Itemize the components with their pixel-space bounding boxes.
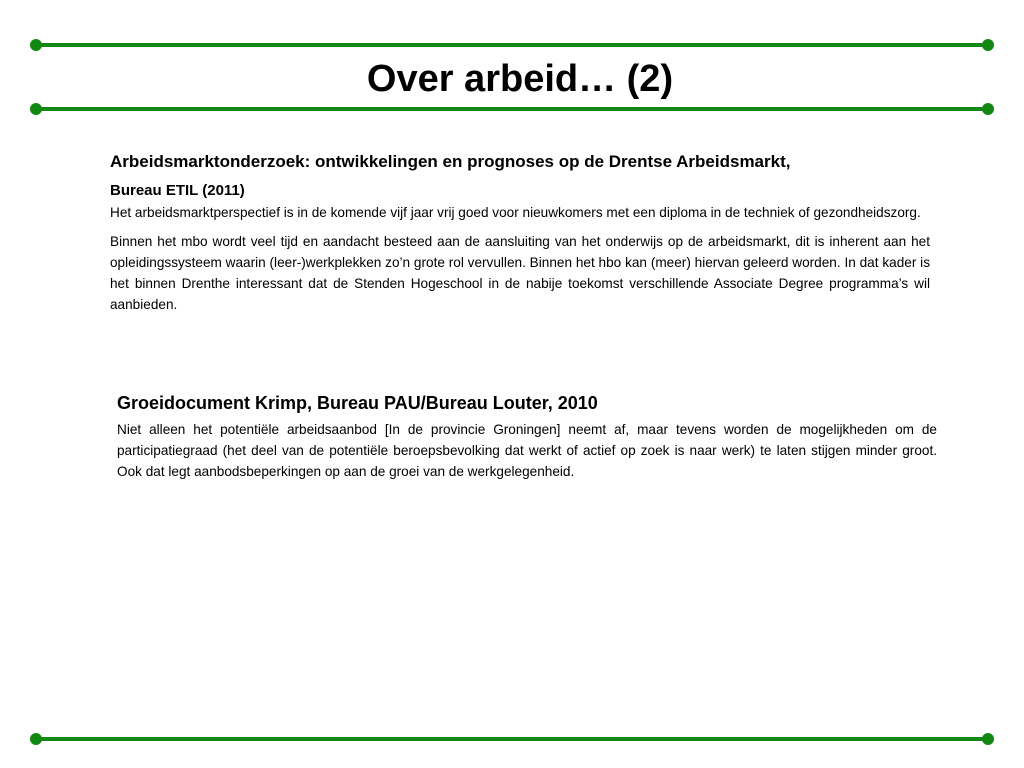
etil-heading: Arbeidsmarktonderzoek: ontwikkelingen en prognoses op de Drentse Arbeidsmarkt, — [110, 152, 791, 171]
etil-paragraph-1: Het arbeidsmarktperspectief is in de komende vijf jaar vrij goed voor nieuwkomers met een diploma in de techniek of gezondheidszorg. — [110, 205, 921, 220]
etil-subheading: Bureau ETIL (2011) — [110, 182, 245, 199]
etil-paragraph-2: Binnen het mbo wordt veel tijd en aandacht besteed aan de aansluiting van het onderwijs op de arbeidsmarkt, dit is inherent aan het opleidingssysteem waarin (leer-)werkplekken zo’n grote rol vervullen. Binnen het hbo kan (meer) hiervan geleerd worden. In dat kader is het binnen Drenthe interessant dat de Stenden Hogeschool in de nabije toekomst verschillende Associate Degree programma’s wil aanbieden. — [110, 234, 930, 312]
etil-section — [110, 150, 930, 315]
title-underline-divider — [36, 107, 988, 111]
krimp-section — [117, 390, 937, 482]
slide-title: Over arbeid… (2) — [366, 58, 674, 100]
bottom-divider-line — [36, 737, 988, 741]
top-divider-line — [36, 43, 988, 47]
krimp-paragraph: Niet alleen het potentiële arbeidsaanbod [In de provincie Groningen] neemt af, maar tevens worden de mogelijkheden om de participatiegraad (het deel van de potentiële beroepsbevolking dat werkt of actief op zoek is naar werk) te laten stijgen minder groot. Ook dat legt aanbodsbeperkingen op aan de groei van de werkgelegenheid. — [117, 422, 937, 479]
krimp-heading: Groeidocument Krimp, Bureau PAU/Bureau Louter, 2010 — [117, 393, 598, 413]
